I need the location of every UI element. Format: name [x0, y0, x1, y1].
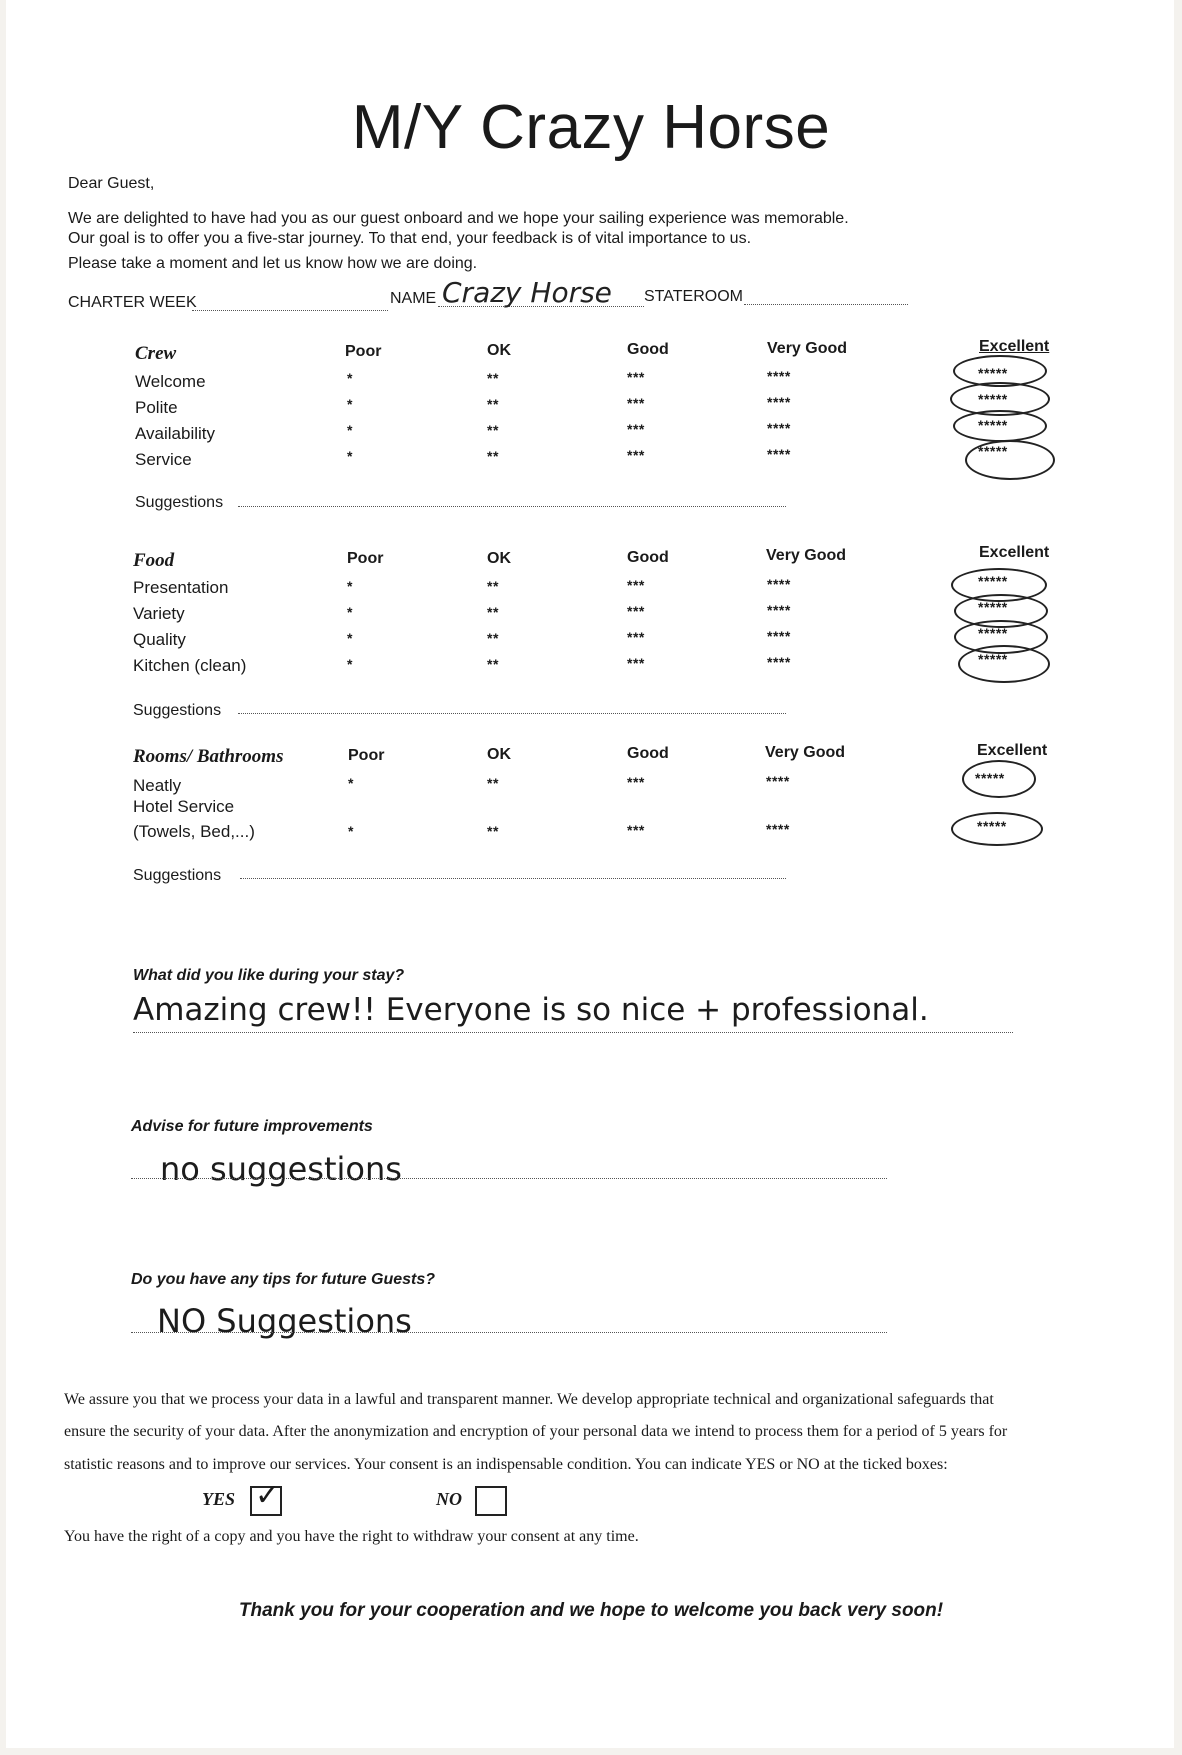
row-label: Kitchen (clean)	[133, 656, 247, 675]
consent-yes-label: YES	[202, 1489, 236, 1509]
col-poor: Poor	[347, 550, 384, 567]
col-very-good: Very Good	[767, 340, 848, 357]
rating-ok[interactable]: **	[487, 448, 499, 464]
rating-excellent[interactable]: *****	[978, 417, 1008, 433]
selection-circle	[953, 410, 1047, 442]
row-label: (Towels, Bed,...)	[133, 822, 255, 841]
answer-improvements-line[interactable]	[131, 1178, 887, 1179]
col-poor: Poor	[345, 343, 382, 360]
rating-poor[interactable]: *	[347, 630, 353, 646]
legal-line-3: statistic reasons and to improve our services. Your consent is an indispensable condition. You can indicate YES or NO at the ticked boxes:	[64, 1456, 948, 1473]
legal-line-1: We assure you that we process your data in a lawful and transparent manner. We develop appropriate technical and organizational safeguards that	[64, 1391, 994, 1408]
answer-tips: NO Suggestions	[157, 1302, 412, 1340]
rating-very-good[interactable]: ****	[767, 576, 791, 592]
rating-poor[interactable]: *	[347, 448, 353, 464]
rating-good[interactable]: ***	[627, 395, 645, 411]
rating-good[interactable]: ***	[627, 629, 645, 645]
rating-ok[interactable]: **	[487, 630, 499, 646]
rating-very-good[interactable]: ****	[766, 773, 790, 789]
col-poor: Poor	[348, 747, 385, 764]
rating-ok[interactable]: **	[487, 578, 499, 594]
rating-excellent[interactable]: *****	[978, 599, 1008, 615]
row-label: Polite	[135, 398, 178, 417]
selection-circle	[958, 645, 1050, 683]
rating-ok[interactable]: **	[487, 604, 499, 620]
check-icon: ✓	[255, 1478, 281, 1513]
selection-circle	[962, 760, 1036, 798]
rating-very-good[interactable]: ****	[766, 821, 790, 837]
selection-circle	[965, 440, 1055, 480]
intro-line-1: We are delighted to have had you as our guest onboard and we hope your sailing experience was memorable.	[68, 210, 849, 227]
intro-line-2: Our goal is to offer you a five-star journey. To that end, your feedback is of vital importance to us.	[68, 230, 752, 247]
rights-text: You have the right of a copy and you have the right to withdraw your consent at any time.	[64, 1528, 639, 1545]
question-tips: Do you have any tips for future Guests?	[131, 1271, 436, 1288]
section-title-crew: Crew	[135, 343, 177, 364]
rating-excellent[interactable]: *****	[978, 573, 1008, 589]
rating-very-good[interactable]: ****	[767, 602, 791, 618]
rating-very-good[interactable]: ****	[767, 368, 791, 384]
suggestions-label: Suggestions	[133, 702, 222, 719]
answer-tips-line[interactable]	[131, 1332, 887, 1333]
suggestions-field[interactable]	[238, 506, 786, 507]
stateroom-label: STATEROOM	[644, 288, 743, 305]
rating-ok[interactable]: **	[487, 422, 499, 438]
rating-ok[interactable]: **	[487, 823, 499, 839]
suggestions-field[interactable]	[240, 878, 786, 879]
suggestions-label: Suggestions	[135, 494, 224, 511]
charter-week-field[interactable]	[192, 310, 388, 311]
row-label: Hotel Service	[133, 797, 235, 816]
rating-poor[interactable]: *	[347, 396, 353, 412]
answer-improvements: no suggestions	[160, 1150, 402, 1188]
rating-excellent[interactable]: *****	[978, 625, 1008, 641]
rating-good[interactable]: ***	[627, 774, 645, 790]
col-good: Good	[627, 745, 669, 762]
consent-no-checkbox[interactable]	[475, 1486, 507, 1516]
row-label: Variety	[133, 604, 185, 623]
rating-very-good[interactable]: ****	[767, 394, 791, 410]
rating-poor[interactable]: *	[347, 422, 353, 438]
rating-very-good[interactable]: ****	[767, 654, 791, 670]
row-label: Welcome	[135, 372, 206, 391]
rating-very-good[interactable]: ****	[767, 420, 791, 436]
rating-very-good[interactable]: ****	[767, 628, 791, 644]
rating-excellent[interactable]: *****	[978, 443, 1008, 459]
row-label: Neatly	[133, 776, 182, 795]
row-label: Service	[135, 450, 192, 469]
rating-ok[interactable]: **	[487, 370, 499, 386]
rating-excellent[interactable]: *****	[977, 818, 1007, 834]
rating-poor[interactable]: *	[348, 775, 354, 791]
charter-week-label: CHARTER WEEK	[68, 294, 197, 311]
section-title-food: Food	[133, 550, 175, 571]
intro-line-3: Please take a moment and let us know how we are doing.	[68, 255, 478, 272]
row-label: Presentation	[133, 578, 229, 597]
answer-liked: Amazing crew!! Everyone is so nice + professional.	[133, 992, 929, 1028]
rating-good[interactable]: ***	[627, 369, 645, 385]
rating-ok[interactable]: **	[487, 396, 499, 412]
greeting: Dear Guest,	[68, 175, 155, 192]
rating-very-good[interactable]: ****	[767, 446, 791, 462]
rating-good[interactable]: ***	[627, 603, 645, 619]
rating-poor[interactable]: *	[348, 823, 354, 839]
col-good: Good	[627, 549, 669, 566]
consent-yes-checkbox[interactable]	[250, 1478, 282, 1516]
rating-good[interactable]: ***	[627, 655, 645, 671]
rating-poor[interactable]: *	[347, 578, 353, 594]
question-liked: What did you like during your stay?	[133, 967, 405, 984]
row-label: Quality	[133, 630, 186, 649]
rating-good[interactable]: ***	[627, 577, 645, 593]
rating-excellent[interactable]: *****	[978, 365, 1008, 381]
question-improvements: Advise for future improvements	[131, 1118, 373, 1135]
col-good: Good	[627, 341, 669, 358]
answer-liked-line[interactable]	[133, 1032, 1013, 1033]
name-value: Crazy Horse	[442, 276, 612, 309]
stateroom-field[interactable]	[744, 304, 908, 305]
rating-ok[interactable]: **	[487, 656, 499, 672]
suggestions-field[interactable]	[238, 713, 786, 714]
rating-excellent[interactable]: *****	[975, 770, 1005, 786]
col-excellent: Excellent	[979, 544, 1050, 561]
legal-line-2: ensure the security of your data. After the anonymization and encryption of your personal data we intend to process them for a period of 5 years for	[64, 1423, 1008, 1440]
suggestions-label: Suggestions	[133, 867, 222, 884]
col-ok: OK	[487, 746, 511, 763]
row-label: Availability	[135, 424, 216, 443]
col-ok: OK	[487, 550, 511, 567]
rating-poor[interactable]: *	[347, 656, 353, 672]
rating-ok[interactable]: **	[487, 775, 499, 791]
section-title-rooms-bathrooms: Rooms/ Bathrooms	[133, 746, 284, 767]
name-label: NAME	[390, 290, 437, 307]
col-very-good: Very Good	[766, 547, 847, 564]
form-title: M/Y Crazy Horse	[351, 93, 831, 162]
selection-circle	[951, 812, 1043, 846]
closing-message: Thank you for your cooperation and we hope to welcome you back very soon!	[238, 1600, 944, 1621]
col-ok: OK	[487, 342, 511, 359]
col-excellent: Excellent	[979, 338, 1050, 355]
rating-poor[interactable]: *	[347, 604, 353, 620]
consent-no-label: NO	[436, 1489, 462, 1509]
col-excellent: Excellent	[977, 742, 1048, 759]
rating-poor[interactable]: *	[347, 370, 353, 386]
rating-good[interactable]: ***	[627, 421, 645, 437]
rating-excellent[interactable]: *****	[978, 391, 1008, 407]
rating-good[interactable]: ***	[627, 447, 645, 463]
rating-good[interactable]: ***	[627, 822, 645, 838]
rating-excellent[interactable]: *****	[978, 651, 1008, 667]
col-very-good: Very Good	[765, 744, 846, 761]
